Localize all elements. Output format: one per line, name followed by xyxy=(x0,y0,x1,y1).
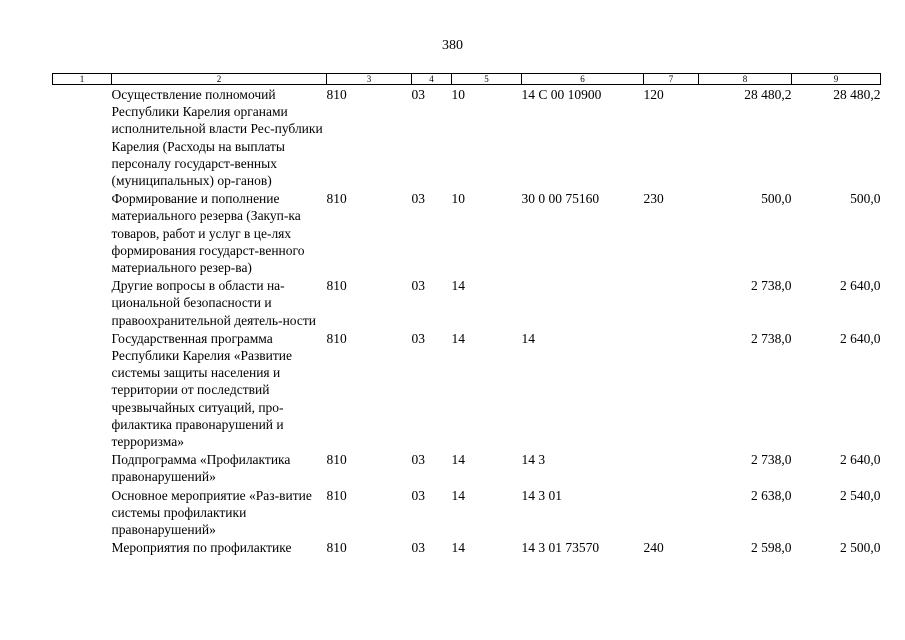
table-row xyxy=(53,450,881,485)
description-cell: Основное мероприятие «Раз-витие системы профилактики правонарушений» xyxy=(111,487,312,538)
column-header: 8 xyxy=(699,74,792,85)
subsection-code-cell: 10 xyxy=(451,87,465,102)
ministry-code-cell: 810 xyxy=(326,487,347,503)
section-code-cell: 03 xyxy=(411,487,425,503)
amount-cell-col8: 2 738,0 xyxy=(751,452,792,468)
column-header: 9 xyxy=(792,74,881,85)
row-number-cell xyxy=(53,450,112,485)
row-number-cell xyxy=(53,486,112,539)
amount-cell-col8: 2 738,0 xyxy=(751,278,792,294)
column-header: 6 xyxy=(522,74,644,85)
description-cell: Осуществление полномочий Республики Карелия органами исполнительной власти Рес-публики Карелия (Расходы на выплаты персоналу государст-венных (муниципальных) ор-ганов) xyxy=(111,87,323,189)
column-header: 1 xyxy=(53,74,112,85)
target-article-cell xyxy=(522,276,644,329)
ministry-code-cell: 810 xyxy=(326,87,347,102)
expense-type-cell xyxy=(644,486,699,539)
ministry-code-cell: 810 xyxy=(326,191,347,207)
expense-type-cell xyxy=(644,276,699,329)
row-number-cell xyxy=(53,189,112,276)
amount-cell-col9: 28 480,2 xyxy=(833,87,881,102)
description-cell: Формирование и пополнение материального резерва (Закуп-ка товаров, работ и услуг в це-лях формирования государст-венного материального резер-ва) xyxy=(111,191,305,276)
description-cell: Подпрограмма «Профилактика правонарушений» xyxy=(111,452,291,485)
target-article-cell: 14 С 00 10900 xyxy=(521,87,602,102)
row-number-cell xyxy=(53,276,112,329)
ministry-code-cell: 810 xyxy=(326,540,347,556)
amount-cell-col8: 2 638,0 xyxy=(751,487,792,503)
expense-type-cell: 240 xyxy=(643,540,664,556)
section-code-cell: 03 xyxy=(411,540,425,556)
table-row xyxy=(53,85,881,190)
expense-type-cell xyxy=(644,450,699,485)
ministry-code-cell: 810 xyxy=(326,278,347,294)
amount-cell-col9: 2 640,0 xyxy=(840,452,881,468)
column-header: 3 xyxy=(327,74,412,85)
column-header: 4 xyxy=(412,74,452,85)
section-code-cell: 03 xyxy=(411,278,425,294)
subsection-code-cell: 14 xyxy=(451,278,465,294)
column-number-row xyxy=(53,74,881,85)
amount-cell-col8: 2 598,0 xyxy=(751,540,792,556)
subsection-code-cell: 10 xyxy=(451,191,465,207)
section-code-cell: 03 xyxy=(411,330,425,346)
section-code-cell: 03 xyxy=(411,191,425,207)
amount-cell-col9: 2 640,0 xyxy=(840,278,881,294)
expense-type-cell: 230 xyxy=(643,191,664,207)
amount-cell-col8: 28 480,2 xyxy=(744,87,792,102)
section-code-cell: 03 xyxy=(411,452,425,468)
row-number-cell xyxy=(53,538,112,556)
table-row xyxy=(53,538,881,556)
target-article-cell: 30 0 00 75160 xyxy=(521,191,600,207)
row-number-cell xyxy=(53,85,112,190)
target-article-cell: 14 xyxy=(521,330,535,346)
table-row xyxy=(53,276,881,329)
description-cell: Государственная программа Республики Карелия «Развитие системы защиты населения и территории от последствий чрезвычайных ситуаций, про-филактика правонарушений и терроризма» xyxy=(111,330,293,450)
amount-cell-col8: 500,0 xyxy=(761,191,792,207)
ministry-code-cell: 810 xyxy=(326,330,347,346)
page-number: 380 xyxy=(442,38,463,53)
expense-type-cell: 120 xyxy=(643,87,664,102)
amount-cell-col8: 2 738,0 xyxy=(751,330,792,346)
column-header: 2 xyxy=(112,74,327,85)
table-row xyxy=(53,486,881,539)
section-code-cell: 03 xyxy=(411,87,425,102)
column-header: 5 xyxy=(452,74,522,85)
ministry-code-cell: 810 xyxy=(326,452,347,468)
target-article-cell: 14 3 xyxy=(521,452,546,468)
description-cell: Мероприятия по профилактике xyxy=(111,540,292,556)
target-article-cell: 14 3 01 73570 xyxy=(521,540,600,556)
subsection-code-cell: 14 xyxy=(451,487,465,503)
subsection-code-cell: 14 xyxy=(451,452,465,468)
budget-table xyxy=(52,73,881,556)
column-header: 7 xyxy=(644,74,699,85)
row-number-cell xyxy=(53,329,112,450)
amount-cell-col9: 2 640,0 xyxy=(840,330,881,346)
amount-cell-col9: 2 500,0 xyxy=(840,540,881,556)
description-cell: Другие вопросы в области на-циональной безопасности и правоохранительной деятель-ности xyxy=(111,278,316,328)
table-row xyxy=(53,189,881,276)
expense-type-cell xyxy=(644,329,699,450)
subsection-code-cell: 14 xyxy=(451,540,465,556)
table-row xyxy=(53,329,881,450)
subsection-code-cell: 14 xyxy=(451,330,465,346)
target-article-cell: 14 3 01 xyxy=(521,487,562,503)
amount-cell-col9: 500,0 xyxy=(850,191,881,207)
amount-cell-col9: 2 540,0 xyxy=(840,487,881,503)
